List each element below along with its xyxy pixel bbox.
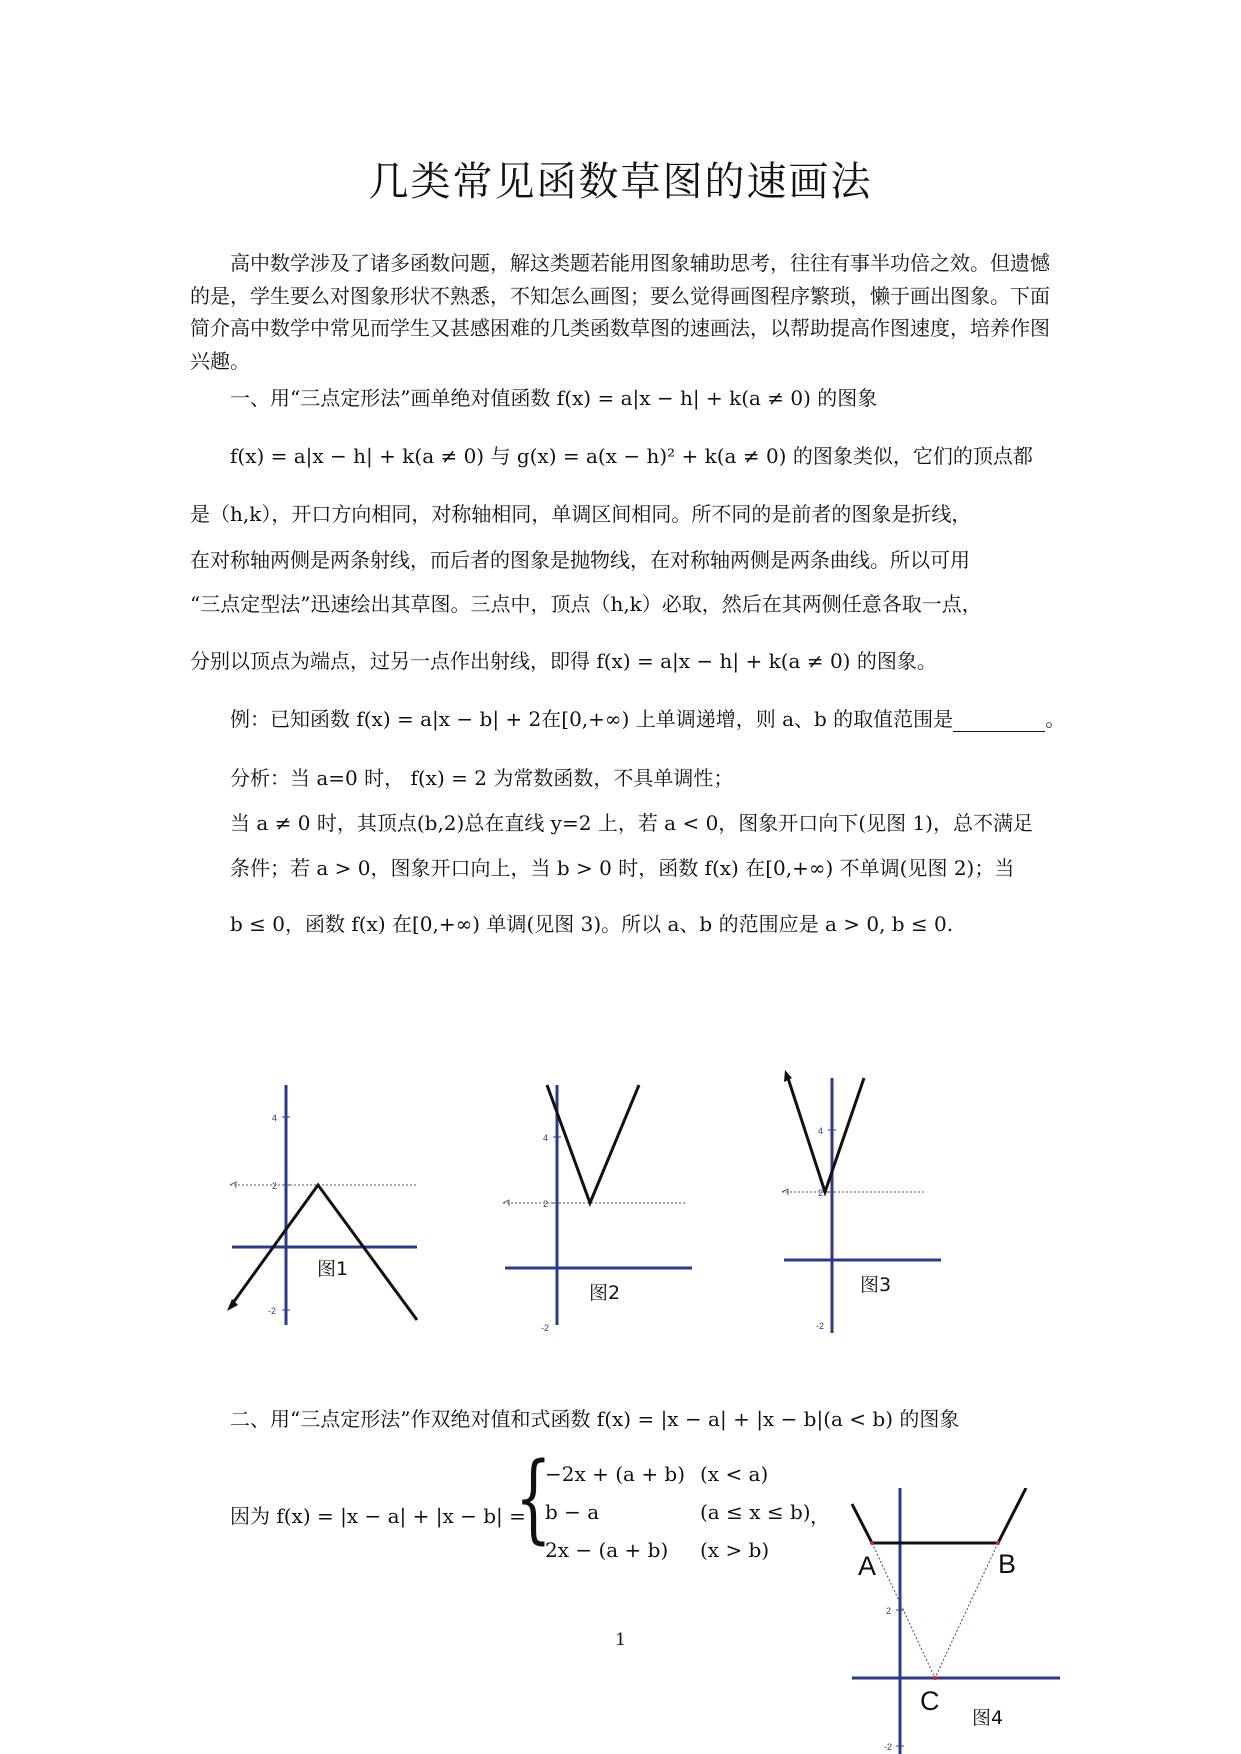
point-label-b: B — [998, 1549, 1017, 1579]
case1-cond: (x < a) — [700, 1462, 769, 1486]
case2-cond: (a ≤ x ≤ b) — [700, 1500, 811, 1524]
graph-polyline — [852, 1488, 1026, 1543]
example-end: 。 — [1045, 707, 1066, 731]
tick-label-4: 4 — [272, 1113, 278, 1123]
piecewise-lead: 因为 f(x) = |x − a| + |x − b| = — [230, 1504, 526, 1528]
case3-cond: (x > b) — [700, 1538, 770, 1562]
figure-caption: 图4 — [972, 1707, 1004, 1729]
section1-line1: f(x) = a|x − h| + k(a ≠ 0) 与 g(x) = a(x − h)² + k(a ≠ 0) 的图象类似，它们的顶点都 — [230, 444, 1033, 468]
figure-2 — [497, 1075, 697, 1335]
section1-line4: “三点定型法”迅速绘出其草图。三点中，顶点（h,k）必取，然后在其两侧任意各取一点， — [190, 592, 982, 616]
page-title: 几类常见函数草图的速画法 — [368, 159, 873, 205]
case2-expr: b − a — [545, 1500, 600, 1524]
graph-polyline — [787, 1075, 864, 1192]
section1-line3: 在对称轴两侧是两条射线，而后者的图象是抛物线，在对称轴两侧是两条曲线。所以可用 — [190, 548, 970, 572]
tick-label-4: 4 — [543, 1133, 549, 1143]
tick-label-neg2: -2 — [884, 1742, 893, 1752]
tick-label-2: 2 — [886, 1606, 892, 1616]
point-label-a: A — [858, 1551, 877, 1581]
intro-paragraph: 高中数学涉及了诸多函数问题，解这类题若能用图象辅助思考，往往有事半功倍之效。但遗憾的是，学生要么对图象形状不熟悉，不知怎么画图；要么觉得画图程序繁琐，懒于画出图象。下面简介高中数学中常见而学生又甚感困难的几类函数草图的速画法，以帮助提高作图速度，培养作图兴趣。 — [190, 251, 1050, 373]
tick-label-2: 2 — [543, 1199, 549, 1209]
figure-4 — [840, 1488, 1065, 1754]
tick-label-neg2: -2 — [268, 1306, 277, 1316]
graph-polyline — [230, 1185, 417, 1320]
section1-line2: 是（h,k），开口方向相同，对称轴相同，单调区间相同。所不同的是前者的图象是折线， — [190, 502, 972, 526]
page-number: 1 — [615, 1630, 626, 1650]
tick-label-4: 4 — [818, 1126, 824, 1136]
tick-label-2: 2 — [818, 1188, 824, 1198]
example-line — [230, 703, 1065, 732]
answer-blank — [953, 707, 1045, 732]
tick-label-neg2: -2 — [541, 1323, 550, 1333]
figure-caption: 图2 — [589, 1282, 621, 1304]
section1-line5: 分别以顶点为端点，过另一点作出射线，即得 f(x) = a|x − h| + k(a ≠ 0) 的图象。 — [190, 649, 937, 673]
analysis-line1: 分析：当 a=0 时， f(x) = 2 为常数函数，不具单调性； — [230, 766, 734, 790]
example-text: 例：已知函数 f(x) = a|x − b| + 2在[0,+∞) 上单调递增，则 a、b 的取值范围是 — [230, 707, 954, 731]
analysis-line2: 当 a ≠ 0 时，其顶点(b,2)总在直线 y=2 上，若 a < 0，图象开口向下(见图 1)，总不满足 — [230, 811, 1033, 835]
figure-caption: 图1 — [317, 1258, 349, 1280]
figure-3 — [776, 1068, 951, 1338]
graph-polyline — [547, 1085, 639, 1203]
point-label-c: C — [920, 1686, 940, 1716]
section1-heading: 一、用“三点定形法”画单绝对值函数 f(x) = a|x − h| + k(a ≠ 0) 的图象 — [230, 386, 878, 410]
piecewise-tail: ， — [810, 1504, 830, 1528]
tick-label-2: 2 — [272, 1181, 278, 1191]
tick-label-neg2: -2 — [816, 1321, 825, 1331]
section2-heading: 二、用“三点定形法”作双绝对值和式函数 f(x) = |x − a| + |x − b|(a < b) 的图象 — [230, 1407, 960, 1431]
figure-caption: 图3 — [860, 1274, 892, 1296]
piecewise-brace: { — [515, 1442, 552, 1554]
case3-expr: 2x − (a + b) — [545, 1538, 669, 1562]
analysis-line3: 条件；若 a > 0，图象开口向上，当 b > 0 时，函数 f(x) 在[0,+∞) 不单调(见图 2)；当 — [230, 856, 1015, 880]
case1-expr: −2x + (a + b) — [545, 1462, 686, 1486]
analysis-line4: b ≤ 0，函数 f(x) 在[0,+∞) 单调(见图 3)。所以 a、b 的范围应是 a > 0, b ≤ 0. — [230, 912, 954, 936]
figure-1 — [222, 1075, 422, 1335]
